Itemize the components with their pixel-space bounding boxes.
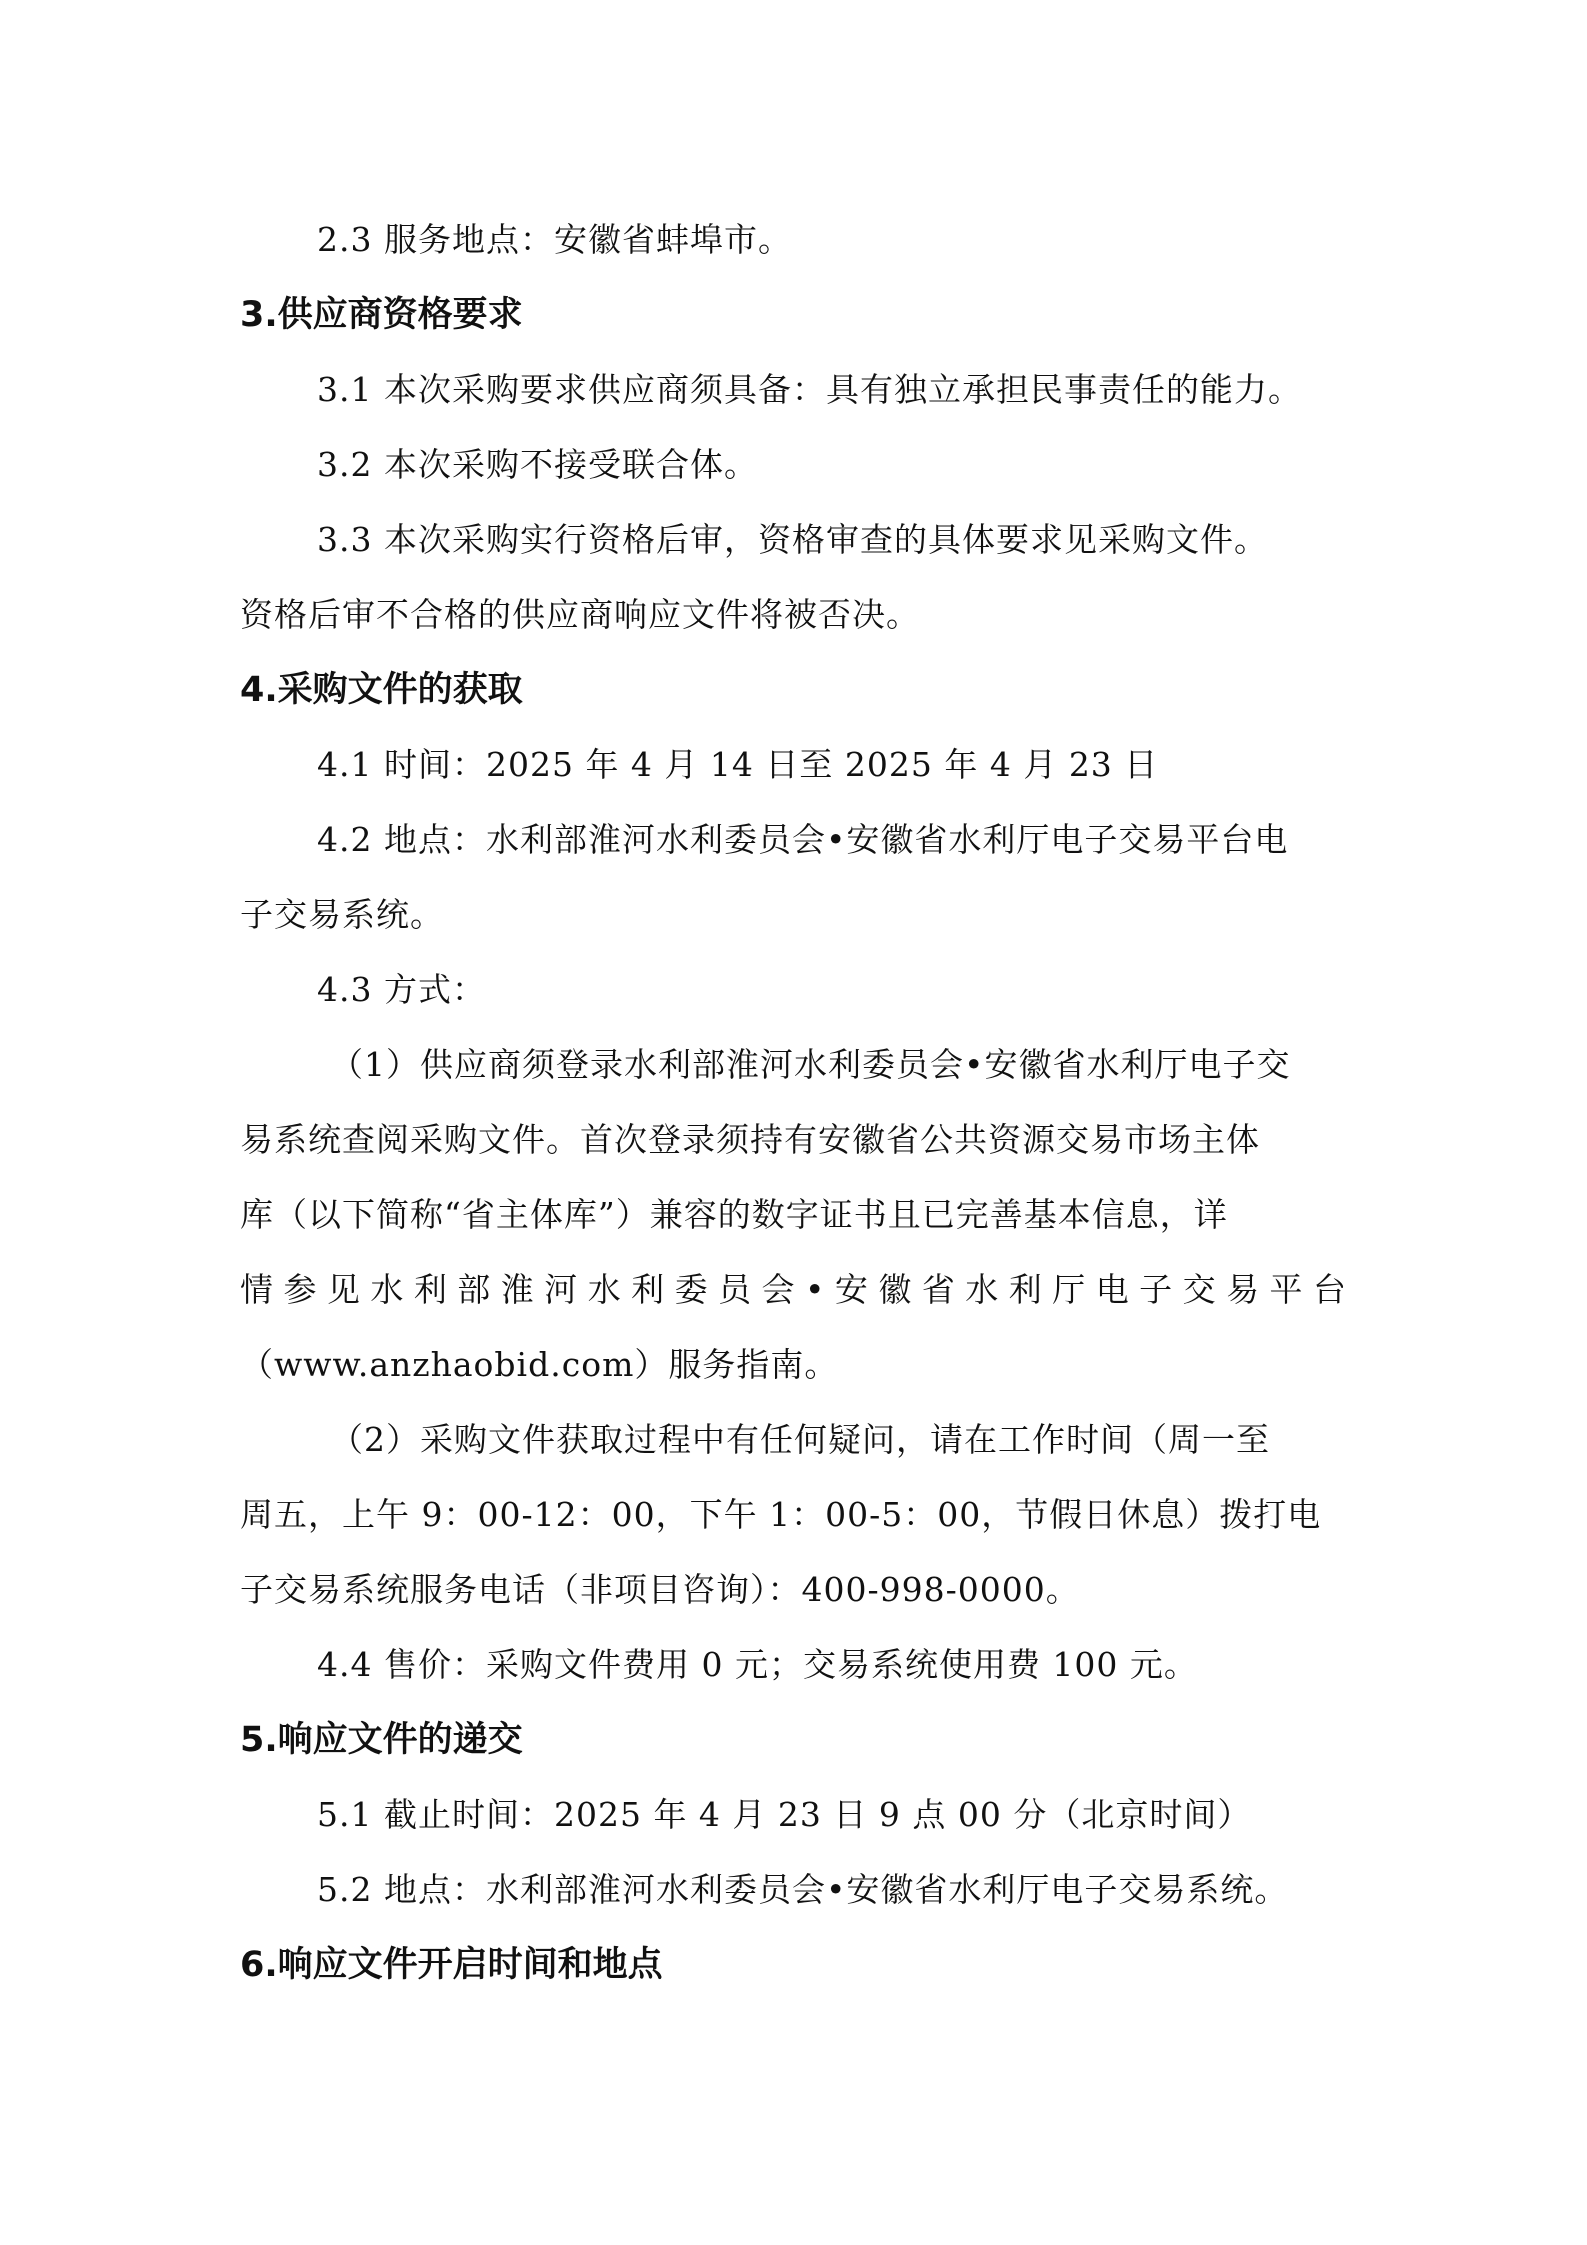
paragraph-4-2: 4.2 地点：水利部淮河水利委员会•安徽省水利厅电子交易平台电 [317,820,1289,859]
paragraph-4-2-cont: 子交易系统。 [240,895,444,934]
paragraph-4-4: 4.4 售价：采购文件费用 0 元；交易系统使用费 100 元。 [317,1645,1198,1684]
heading-opening-time-location: 6.响应文件开启时间和地点 [240,1945,663,1985]
paragraph-5-1: 5.1 截止时间：2025 年 4 月 23 日 9 点 00 分（北京时间） [317,1795,1252,1834]
paragraph-3-2: 3.2 本次采购不接受联合体。 [317,445,758,484]
heading-supplier-qualification: 3.供应商资格要求 [240,295,523,335]
paragraph-service-location: 2.3 服务地点：安徽省蚌埠市。 [317,220,792,259]
heading-response-submission: 5.响应文件的递交 [240,1720,523,1760]
paragraph-4-3-item-2-cont: 周五，上午 9：00-12：00，下午 1：00-5：00，节假日休息）拨打电 [240,1495,1322,1534]
paragraph-4-3-item-2-cont: 子交易系统服务电话（非项目咨询）：400-998-0000。 [240,1570,1080,1609]
paragraph-3-3-cont: 资格后审不合格的供应商响应文件将被否决。 [240,595,920,634]
paragraph-4-3-item-1-cont: （www.anzhaobid.com）服务指南。 [240,1345,839,1384]
paragraph-4-3-item-2: （2）采购文件获取过程中有任何疑问，请在工作时间（周一至 [330,1420,1270,1459]
paragraph-4-3-item-1-cont: 库（以下简称“省主体库”）兼容的数字证书且已完善基本信息，详 [240,1195,1228,1234]
paragraph-4-1: 4.1 时间：2025 年 4 月 14 日至 2025 年 4 月 23 日 [317,745,1159,784]
paragraph-4-3-item-1: （1）供应商须登录水利部淮河水利委员会•安徽省水利厅电子交 [330,1045,1291,1084]
paragraph-4-3-item-1-cont: 情参见水利部淮河水利委员会•安徽省水利厅电子交易平台 [240,1270,1347,1309]
heading-document-acquisition: 4.采购文件的获取 [240,670,523,710]
paragraph-3-1: 3.1 本次采购要求供应商须具备：具有独立承担民事责任的能力。 [317,370,1302,409]
paragraph-4-3-item-1-cont: 易系统查阅采购文件。首次登录须持有安徽省公共资源交易市场主体 [240,1120,1260,1159]
paragraph-3-3: 3.3 本次采购实行资格后审，资格审查的具体要求见采购文件。 [317,520,1268,559]
paragraph-5-2: 5.2 地点：水利部淮河水利委员会•安徽省水利厅电子交易系统。 [317,1870,1289,1909]
paragraph-4-3: 4.3 方式： [317,970,486,1009]
